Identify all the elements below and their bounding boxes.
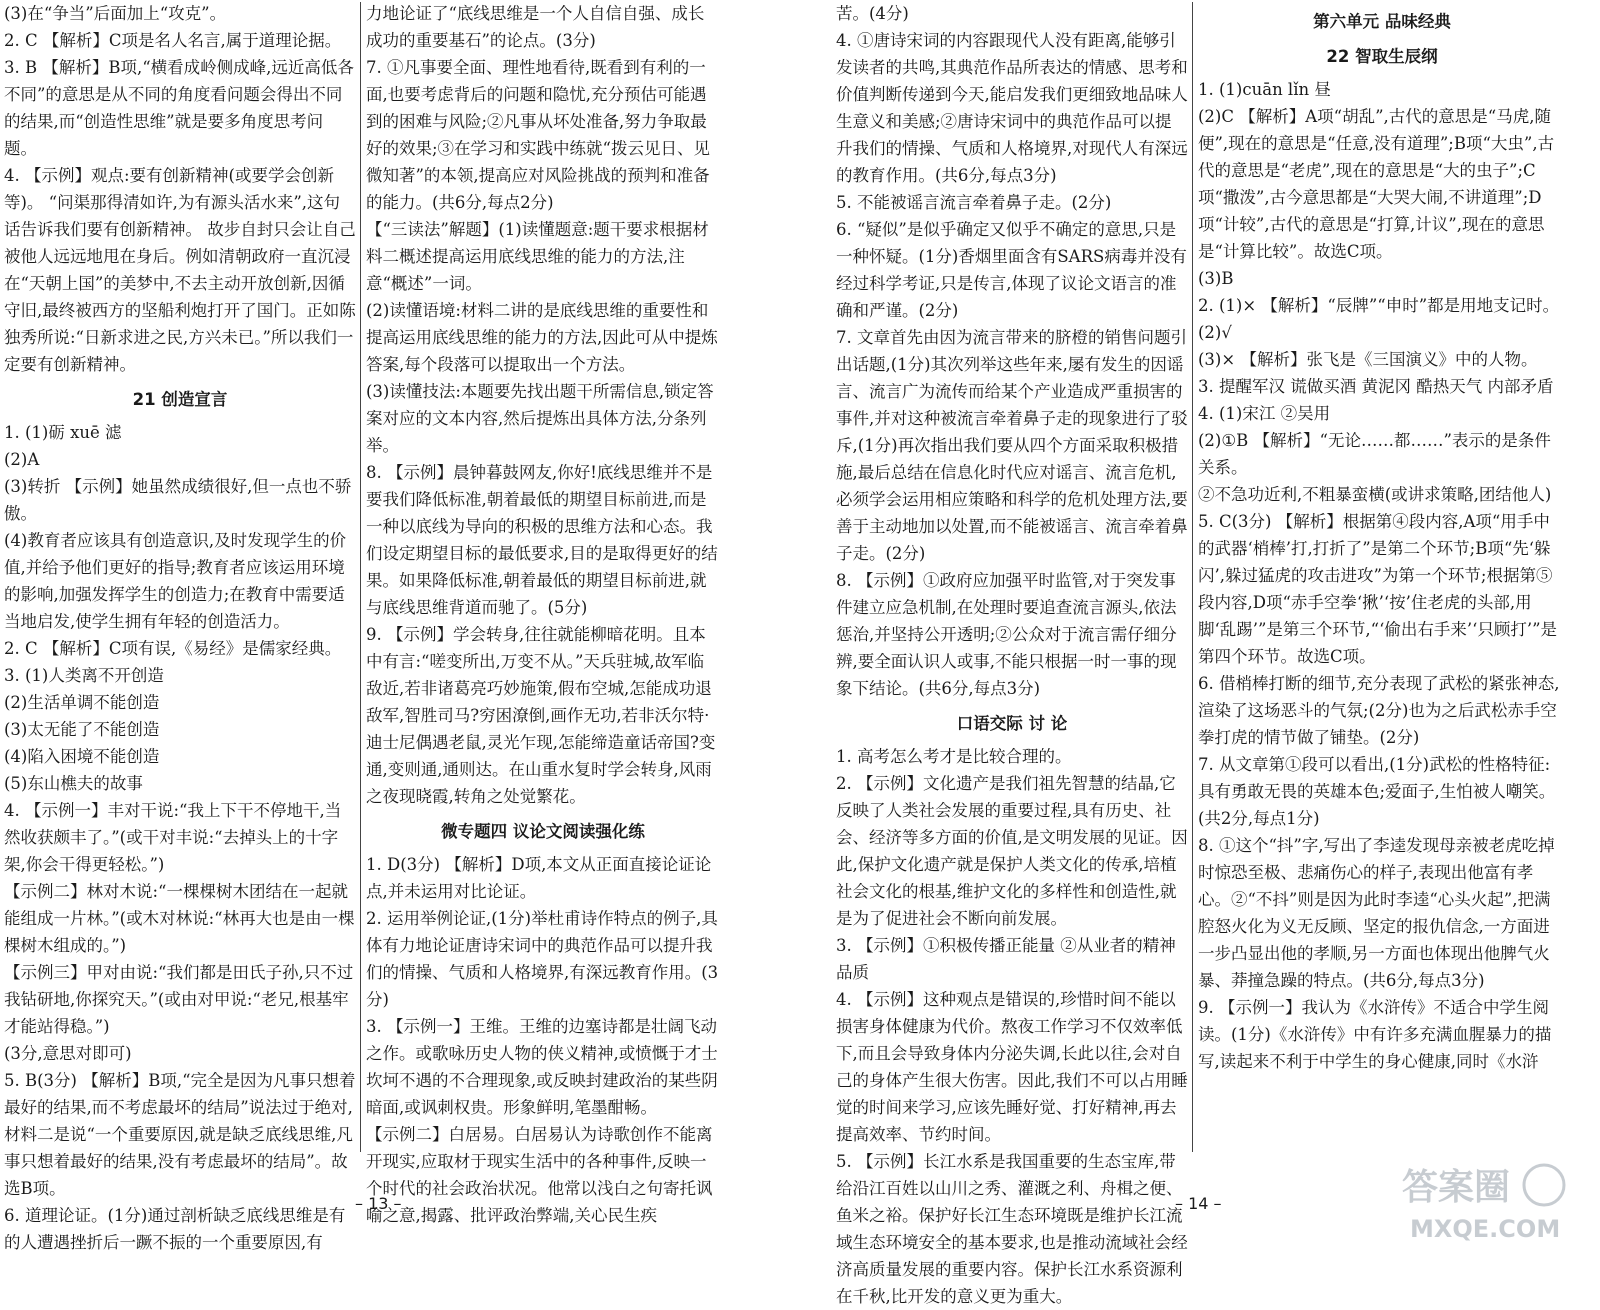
answer-paragraph: 6. “疑似”是似乎确定又似乎不确定的意思,只是一种怀疑。(1分)香烟里面含有SARS病毒并没有经过科学考证,只是传言,体现了议论文语言的准确和严谨。(2分) <box>836 220 1187 320</box>
answer-paragraph: 8. 【示例】晨钟暮鼓网友,你好!底线思维并不是要我们降低标准,朝着最低的期望目标前进,而是一种以底线为导向的积极的思维方法和心态。我们设定期望目标的最低要求,目的是取得更好的结果。如果降低标准,朝着最低的期望目标前进,就与底线思维背道而驰了。(5分) <box>366 463 718 617</box>
watermark-logo <box>1396 1155 1566 1245</box>
section-heading: 第六单元 品味经典 <box>1313 12 1451 31</box>
answer-paragraph: 4. ①唐诗宋词的内容跟现代人没有距离,能够引发读者的共鸣,其典范作品所表达的情感、思考和价值判断传递到今天,能启发我们更细致地品味人生意义和美感;②唐诗宋词中的典范作品可以提升我们的情操、气质和人格境界,对现代人有深远的教育作用。(共6分,每点3分) <box>836 31 1188 185</box>
answer-paragraph: (2)√ <box>1198 323 1232 342</box>
page-number-left: – 13 – <box>355 1194 402 1213</box>
svg-text:MXQE.COM: MXQE.COM <box>1410 1215 1561 1243</box>
answer-paragraph: 4. 【示例】这种观点是错误的,珍惜时间不能以损害身体健康为代价。熬夜工作学习不仅效率低下,而且会导致身体内分泌失调,长此以往,会对自己的身体产生很大伤害。因此,我们不可以占用睡觉的时间来学习,应该先睡好觉、打好精神,再去提高效率、节约时间。 <box>836 990 1188 1144</box>
answer-paragraph: 【示例二】林对木说:“一棵棵树木团结在一起就能组成一片林。”(或木对林说:“林再大也是由一棵棵树木组成的。”) <box>4 882 355 955</box>
answer-paragraph: ②不急功近利,不粗暴蛮横(或讲求策略,团结他人) <box>1198 485 1552 504</box>
answer-paragraph: (3)太无能了不能创造 <box>4 720 160 739</box>
answer-paragraph: 3. 【示例】①积极传播正能量 ②从业者的精神品质 <box>836 936 1176 982</box>
answer-paragraph: 7. 文章首先由因为流言带来的脐橙的销售问题引出话题,(1分)其次列举这些年来,屡有发生的因谣言、流言广为流传而给某个产业造成严重损害的事件,并对这种被流言牵着鼻子走的现象进行了驳斥,(1分)再次指出我们要从四个方面采取积极措施,最后总结在信息化时代应对谣言、流言危机,必须学会运用相应策略和科学的危机处理方法,要善于主动地加以处置,而不能被谣言、流言牵着鼻子走。(2分) <box>836 328 1188 563</box>
answer-paragraph: (3)B <box>1198 269 1234 288</box>
column-divider <box>360 2 361 1152</box>
answer-paragraph: 6. 借梢棒打断的细节,充分表现了武松的紧张神态,渲染了这场恶斗的气氛;(2分)也为之后武松赤手空拳打虎的情节做了铺垫。(2分) <box>1198 674 1560 747</box>
answer-paragraph: 2. C 【解析】C项是名人名言,属于道理论据。 <box>4 31 342 50</box>
answer-paragraph: 5. 不能被谣言流言牵着鼻子走。(2分) <box>836 193 1112 212</box>
page-number-right: – 14 – <box>1175 1194 1222 1213</box>
answer-paragraph: 9. 【示例】学会转身,往往就能柳暗花明。且本中有言:“嗟变所出,万变不从。”天兵驻城,故军临敌近,若非诸葛亮巧妙施策,假布空城,怎能成功退敌军,智胜司马?穷困潦倒,画作无功,若非沃尔特·迪士尼偶遇老鼠,灵光乍现,怎能缔造童话帝国?变通,变则通,通则达。在山重水复时学会转身,风雨之夜现晓霞,转角之处觉繁花。 <box>366 625 716 806</box>
section-heading: 微专题四 议论文阅读强化练 <box>441 822 645 841</box>
answer-paragraph: 6. 道理论证。(1分)通过剖析缺乏底线思维是有的人遭遇挫折后一蹶不振的一个重要原因,有 <box>4 1206 346 1252</box>
answer-paragraph: 5. C(3分) 【解析】根据第④段内容,A项“用手中的武器‘梢棒’打,打折了”是第二个环节;B项“先‘躲闪’,躲过猛虎的攻击进攻”为第一个环节;根据第⑤段内容,D项“赤手空拳‘揪’‘按’住老虎的头部,用脚‘乱踢’”是第三个环节,“‘偷出右手来’‘只顾打’”是第四个环节。故选C项。 <box>1198 512 1558 666</box>
section-heading: 口语交际 讨 论 <box>956 714 1068 733</box>
answer-paragraph: (3)读懂技法:本题要先找出题干所需信息,锁定答案对应的文本内容,然后提炼出具体方法,分条列举。 <box>366 382 714 455</box>
answer-paragraph: 3. B 【解析】B项,“横看成岭侧成峰,远近高低各不同”的意思是从不同的角度看问题会得出不同的结果,而“创造性思维”就是要多角度思考问题。 <box>4 58 354 158</box>
answer-paragraph: (2)生活单调不能创造 <box>4 693 160 712</box>
answer-paragraph: (4)陷入困境不能创造 <box>4 747 160 766</box>
answer-paragraph: 5. B(3分) 【解析】B项,“完全是因为凡事只想着最好的结果,而不考虑最坏的结局”说法过于绝对,材料二是说“一个重要原因,就是缺乏底线思维,凡事只想着最好的结果,没有考虑最坏的结局”。故选B项。 <box>4 1071 356 1198</box>
answer-paragraph: 5. 【示例】长江水系是我国重要的生态宝库,带给沿江百姓以山川之秀、灌溉之利、舟楫之便、鱼米之裕。保护好长江生态环境既是维护长江流域生态环境安全的基本要求,也是推动流域社会经济高质量发展的重要内容。保护长江水系资源利在千秋,比开发的意义更为重大。 <box>836 1152 1188 1306</box>
answer-paragraph: (5)东山樵夫的故事 <box>4 774 143 793</box>
answer-paragraph: 2. 运用举例论证,(1分)举杜甫诗作特点的例子,具体有力地论证唐诗宋词中的典范作品可以提升我们的情操、气质和人格境界,有深远教育作用。(3分) <box>366 909 719 1009</box>
answer-paragraph: 4. 【示例一】丰对干说:“我上下干不停地干,当然收获颇丰了。”(或干对丰说:“去掉头上的十字架,你会干得更轻松。”) <box>4 801 342 874</box>
answer-paragraph: 9. 【示例一】我认为《水浒传》不适合中学生阅读。(1分)《水浒传》中有许多充满血腥暴力的描写,读起来不利于中学生的身心健康,同时《水浒 <box>1198 998 1552 1071</box>
answer-paragraph: 3. (1)人类离不开创造 <box>4 666 164 685</box>
answer-paragraph: 2. C 【解析】C项有误,《易经》是儒家经典。 <box>4 639 342 658</box>
column-1 <box>4 0 356 1252</box>
answer-paragraph: 1. D(3分) 【解析】D项,本文从正面直接论证论点,并未运用对比论证。 <box>366 855 712 901</box>
answer-paragraph: (2)①B 【解析】“无论……都……”表示的是条件关系。 <box>1198 431 1551 477</box>
section-heading: 22 智取生辰纲 <box>1326 47 1438 66</box>
answer-paragraph: 7. 从文章第①段可以看出,(1分)武松的性格特征:具有勇敢无畏的英雄本色;爱面子,生怕被人嘲笑。(共2分,每点1分) <box>1198 755 1556 828</box>
answer-paragraph: (2)读懂语境:材料二讲的是底线思维的重要性和提高运用底线思维的能力的方法,因此可从中提炼答案,每个段落可以提取出一个方法。 <box>366 301 718 374</box>
watermark-icon <box>1396 1155 1566 1245</box>
answer-paragraph: 2. (1)× 【解析】“辰牌”“申时”都是用地支记时。 <box>1198 296 1560 315</box>
column-3 <box>836 0 1188 1306</box>
answer-paragraph: 3. 【示例一】王维。王维的边塞诗都是壮阔飞动之作。或歌咏历史人物的侠义精神,或愤慨于才士坎坷不遇的不合理现象,或反映封建政治的某些阴暗面,或讽刺权贵。形象鲜明,笔墨酣畅。 <box>366 1017 718 1117</box>
answer-paragraph: 3. 提醒军汉 谎做买酒 黄泥冈 酷热天气 内部矛盾 <box>1198 377 1554 396</box>
answer-paragraph: 7. ①凡事要全面、理性地看待,既看到有利的一面,也要考虑背后的问题和隐忧,充分预估可能遇到的困难与风险;②凡事从坏处准备,努力争取最好的效果;③在学习和实践中练就“拨云见日、见微知著”的本领,提高应对风险挑战的预判和准备的能力。(共6分,每点2分) <box>366 58 710 212</box>
answer-paragraph: (2)C 【解析】A项“胡乱”,古代的意思是“马虎,随便”,现在的意思是“任意,没有道理”;B项“大虫”,古代的意思是“老虎”,现在的意思是“大的虫子”;C项“撒泼”,古今意思都是“大哭大闹,不讲道理”;D项“计较”,古代的意思是“打算,计议”,现在的意思是“计算比较”。故选C项。 <box>1198 107 1555 261</box>
answer-paragraph: 8. 【示例】①政府应加强平时监管,对于突发事件建立应急机制,在处理时要追查流言源头,依法惩治,并坚持公开透明;②公众对于流言需仔细分辨,要全面认识人或事,不能只根据一时一事的现象下结论。(共6分,每点3分) <box>836 571 1177 698</box>
section-heading: 21 创造宣言 <box>132 390 228 409</box>
answer-paragraph: 4. 【示例】观点:要有创新精神(或要学会创新等)。 “问渠那得清如许,为有源头活水来”,这句话告诉我们要有创新精神。 故步自封只会让自己被他人远远地甩在身后。例如清朝政府一直沉浸在“天朝上国”的美梦中,不去主动开放创新,因循守旧,最终被西方的坚船利炮打开了国门。正如陈独秀所说:“日新求进之民,方兴未已。”所以我们一定要有创新精神。 <box>4 166 356 374</box>
answer-paragraph: (3)× 【解析】张飞是《三国演义》中的人物。 <box>1198 350 1538 369</box>
answer-paragraph: (3)转折 【示例】她虽然成绩很好,但一点也不骄傲。 <box>4 477 352 523</box>
answer-paragraph: 【“三读法”解题】(1)读懂题意:题干要求根据材料二概述提高运用底线思维的能力的方法,注意“概述”一词。 <box>366 220 709 293</box>
answer-paragraph: 苦。(4分) <box>836 4 909 23</box>
answer-paragraph: 2. 【示例】文化遗产是我们祖先智慧的结晶,它反映了人类社会发展的重要过程,具有历史、社会、经济等多方面的价值,是文明发展的见证。因此,保护文化遗产就是保护人类文化的传承,培植社会文化的根基,维护文化的多样性和创造性,就是为了促进社会不断向前发展。 <box>836 774 1188 928</box>
answer-paragraph: 1. (1)cuān lǐn 昼 <box>1198 80 1331 99</box>
answer-paragraph: 【示例二】白居易。白居易认为诗歌创作不能离开现实,应取材于现实生活中的各种事件,反映一个时代的社会政治状况。他常以浅白之句寄托讽喻之意,揭露、批评政治弊端,关心民生疾 <box>366 1125 713 1225</box>
column-4 <box>1198 0 1566 1190</box>
column-divider <box>1192 2 1193 1152</box>
answer-paragraph: 8. ①这个“抖”字,写出了李逵发现母亲被老虎吃掉时惊恐至极、悲痛伤心的样子,表现出他富有孝心。②“不抖”则是因为此时李逵“心头火起”,把满腔怒火化为义无反顾、坚定的报仇信念,一方面进一步凸显出他的孝顺,另一方面也体现出他脾气火暴、莽撞急躁的特点。(共6分,每点3分) <box>1198 836 1555 990</box>
answer-paragraph: 【示例三】甲对由说:“我们都是田氏子孙,只不过我钻研地,你探究天。”(或由对甲说:“老兄,根基牢才能站得稳。”) <box>4 963 354 1036</box>
answer-paragraph: 力地论证了“底线思维是一个人自信自强、成长成功的重要基石”的论点。(3分) <box>366 4 705 50</box>
answer-paragraph: (3)在“争当”后面加上“攻克”。 <box>4 4 227 23</box>
svg-text:答案圈: 答案圈 <box>1402 1167 1511 1208</box>
answer-paragraph: (4)教育者应该具有创造意识,及时发现学生的价值,并给予他们更好的指导;教育者应该运用环境的影响,加强发挥学生的创造力;在教育中需要适当地启发,使学生拥有年轻的创造活力。 <box>4 531 347 631</box>
answer-paragraph: (2)A <box>4 450 40 469</box>
answer-paragraph: (3分,意思对即可) <box>4 1044 132 1063</box>
answer-paragraph: 1. (1)砺 xuē 滤 <box>4 423 122 442</box>
answer-paragraph: 4. (1)宋江 ②吴用 <box>1198 404 1331 423</box>
answer-paragraph: 1. 高考怎么考才是比较合理的。 <box>836 747 1072 766</box>
